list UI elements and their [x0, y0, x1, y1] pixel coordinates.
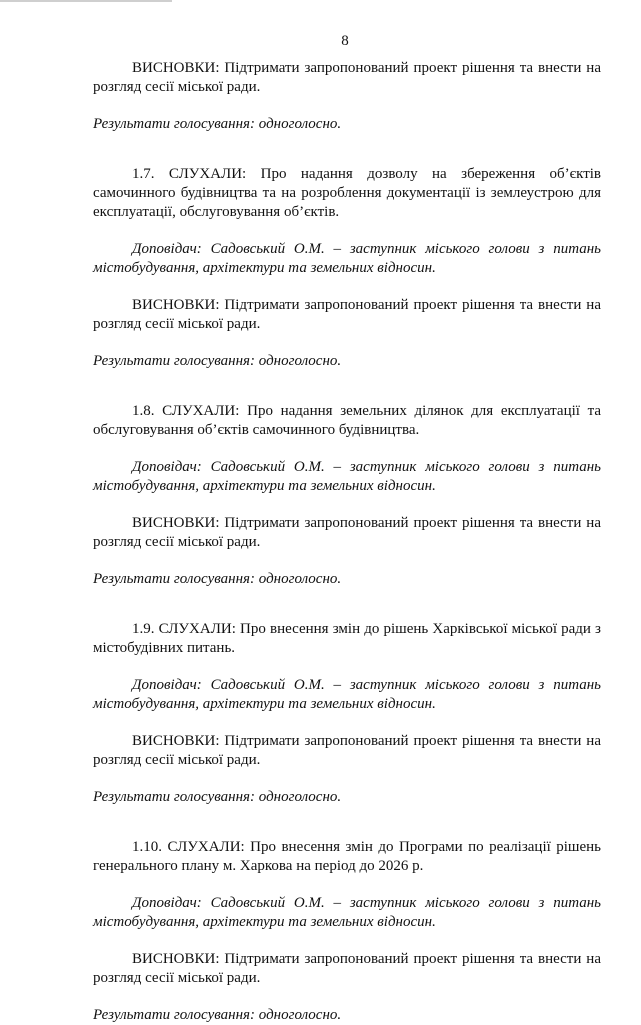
opening-voting-result: Результати голосування: одноголосно. — [93, 116, 342, 132]
item-voting-result: Результати голосування: одноголосно. — [93, 789, 342, 805]
item-heard: 1.7. СЛУХАЛИ: Про надання дозволу на збереження об’єктів самочинного будівництва та на розроблення документації із землеустрою для експлуатації, обслуговування об’єктів. — [93, 166, 601, 220]
item-voting-result: Результати голосування: одноголосно. — [93, 571, 342, 587]
item-reporter: Доповідач: Садовський О.М. – заступник міського голови з питань містобудування, архітектури та земельних відносин. — [93, 459, 601, 494]
item-heard: 1.9. СЛУХАЛИ: Про внесення змін до рішень Харківської міської ради з містобудівних питань. — [93, 621, 601, 656]
item-conclusion: ВИСНОВКИ: Підтримати запропонований проект рішення та внести на розгляд сесії міської ради. — [93, 951, 601, 986]
top-rule — [0, 0, 172, 2]
agenda-item-1-9 — [93, 620, 601, 807]
item-reporter: Доповідач: Садовський О.М. – заступник міського голови з питань містобудування, архітектури та земельних відносин. — [93, 241, 601, 276]
item-voting-result: Результати голосування: одноголосно. — [93, 1007, 342, 1023]
item-conclusion: ВИСНОВКИ: Підтримати запропонований проект рішення та внести на розгляд сесії міської ради. — [93, 515, 601, 550]
item-heard: 1.10. СЛУХАЛИ: Про внесення змін до Програми по реалізації рішень генерального плану м. Харкова на період до 2026 р. — [93, 839, 601, 874]
agenda-item-1-7 — [93, 165, 601, 371]
item-conclusion: ВИСНОВКИ: Підтримати запропонований проект рішення та внести на розгляд сесії міської ради. — [93, 733, 601, 768]
page-number: 8 — [341, 33, 349, 49]
document-body — [93, 59, 601, 1025]
item-reporter: Доповідач: Садовський О.М. – заступник міського голови з питань містобудування, архітектури та земельних відносин. — [93, 677, 601, 712]
item-voting-result: Результати голосування: одноголосно. — [93, 353, 342, 369]
agenda-item-1-10 — [93, 838, 601, 1025]
agenda-item-1-8 — [93, 402, 601, 589]
opening-conclusion: ВИСНОВКИ: Підтримати запропонований проект рішення та внести на розгляд сесії міської ради. — [93, 60, 601, 95]
item-heard: 1.8. СЛУХАЛИ: Про надання земельних ділянок для експлуатації та обслуговування об’єктів самочинного будівництва. — [93, 403, 601, 438]
item-conclusion: ВИСНОВКИ: Підтримати запропонований проект рішення та внести на розгляд сесії міської ради. — [93, 297, 601, 332]
item-reporter: Доповідач: Садовський О.М. – заступник міського голови з питань містобудування, архітектури та земельних відносин. — [93, 895, 601, 930]
